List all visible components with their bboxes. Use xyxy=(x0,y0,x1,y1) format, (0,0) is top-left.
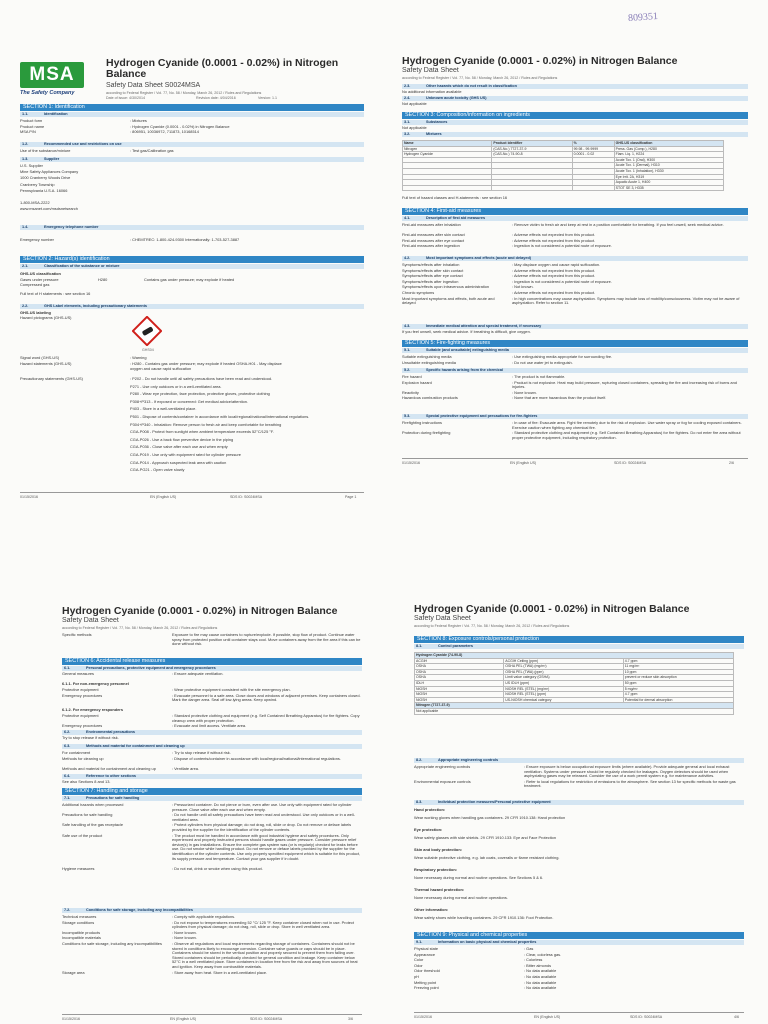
subsection-4-3: 4.3. Immediate medical attention and special treatment, if necessary xyxy=(402,324,748,329)
document-title: Hydrogen Cyanide (0.0001 - 0.02%) in Nitrogen Balance xyxy=(62,605,338,617)
version: Version: 1.1 xyxy=(258,96,277,100)
table-cell: Acute Tox. 1 (Inhalation), H330 xyxy=(614,168,723,174)
subsection-6-4: 6.4. Reference to other sections xyxy=(62,774,362,779)
subsection-1-2: 1.2. Recommended use and restrictions on use xyxy=(20,142,364,147)
footer-lang: EN (English US) xyxy=(150,495,177,499)
table-cell: ACGIH Ceiling (ppm) xyxy=(504,658,624,664)
subsection-5-1: 5.1. Suitable (and unsuitable) extinguishing media xyxy=(402,348,748,353)
document-title: Hydrogen Cyanide (0.0001 - 0.02%) in Nitrogen Balance xyxy=(414,603,690,615)
subsection-4-2: 4.2. Most important symptoms and effects (acute and delayed) xyxy=(402,256,748,261)
table-group-title: Nitrogen (7727-37-9) xyxy=(415,703,734,709)
footer-page: 2/6 xyxy=(729,461,734,465)
table-cell xyxy=(403,185,492,191)
table-cell: 5 mg/m³ xyxy=(623,686,733,692)
table-cell: 99.98 - 99.9999 xyxy=(572,146,614,152)
subsection-9-1: 9.1. Information on basic physical and chemical properties xyxy=(414,940,744,945)
section-2-header: SECTION 2: Hazard(s) identification xyxy=(20,256,364,263)
subsection-2-2: 2.2. GHS Label elements, including precautionary statements xyxy=(20,304,364,309)
table-cell: Not applicable xyxy=(415,708,734,714)
table-cell: OSHA xyxy=(415,669,504,675)
section-5-header: SECTION 5: Fire-fighting measures xyxy=(402,340,748,347)
footer-lang: EN (English US) xyxy=(510,461,537,465)
table-cell: Limit value category (OSHA) xyxy=(504,675,624,681)
footer-page: 4/6 xyxy=(734,1015,739,1019)
gas-cylinder-pictogram-icon xyxy=(132,316,162,346)
table-cell: OSHA xyxy=(415,664,504,670)
section-1-header: SECTION 1: Identification xyxy=(20,104,364,111)
subsection-8-3: 8.3. Individual protection measures/Personal protective equipment xyxy=(414,800,744,805)
footer-page: 3/6 xyxy=(348,1017,353,1021)
footer-lang: EN (English US) xyxy=(534,1015,561,1019)
table-cell: US-NIOSH chemical category xyxy=(504,697,624,703)
table-cell: Acute Tox. 1 (Dermal), H310 xyxy=(614,163,723,169)
subsection-6-1: 6.1. Personal precautions, protective equipment and emergency procedures xyxy=(62,666,362,671)
ingredients-table xyxy=(402,140,724,191)
table-cell: Flam. Liq. 1, H224 xyxy=(614,152,723,158)
table-cell: Aquatic Acute 1, H400 xyxy=(614,180,723,186)
revision-date: Revision date: 4/04/2016 xyxy=(196,96,236,100)
table-header-cell: GHS-US classification xyxy=(614,141,723,147)
table-group-title: Hydrogen Cyanide (74-90-8) xyxy=(415,653,734,659)
table-cell: OSHA PEL (TWA) (ppm) xyxy=(504,669,624,675)
table-cell: NIOSH REL (STEL) (ppm) xyxy=(504,692,624,698)
footer-date: 01/15/2016 xyxy=(402,461,420,465)
hazard-statements-row: Hazard statements (GHS-US) : H280 - Contains gas under pressure; may explode if heated OSHA-H01 - May displace oxygen and cause rapid suffocation xyxy=(20,361,282,371)
subsection-3-2: 3.2. Mixtures xyxy=(402,132,748,137)
msa-logo: MSA xyxy=(20,62,84,88)
table-cell: 4.7 ppm xyxy=(623,658,733,664)
footer-sds-id: SDS ID: S0024MSA xyxy=(614,461,647,465)
issue-date: Date of issue: 4/30/2014 xyxy=(106,96,145,100)
sds-code: Safety Data Sheet S0024MSA xyxy=(106,82,201,89)
sds-page-3: Hydrogen Cyanide (0.0001 - 0.02%) in Nitrogen Balance Safety Data Sheet according to Federal Register / Vol. 77, No. 58 / Monday, March 26, 2012 / Rules and Regulations Specific methods Exposure to fire may cause containers to rupture/explode. If possible, stop flow of product. Continue water spray from protected position until container stays cool. Move containers away from the fire area if this can be done without risk. SECTION 6: Accidental release measures 6.1. Personal precautions, protective equipment and emergency procedures General measures : Ensure adequate ventilation. 6.1.1. For non-emergency personnel Protective equipment : Wear protective equipment consistent with the site emergency plan. Emergency procedures : Evacuate personnel to a safe area. Close doors and windows of adjacent premises. Keep containers closed. Mark the danger area. Seal off low-lying areas. Keep upwind. 6.1.2. For emergency responders Protective equipment : Standard protective clothing and equipment (e.g. Self Contained Breathing Apparatus) for fire fighters. Copy cleanup crew with proper protection. Emergency procedures : Evacuate and limit access. Ventilate area. 6.2. Environmental precautions Try to stop release if without risk. 6.3. Methods and material for containment and cleaning up For containment : Try to stop release if without risk. Methods for cleaning up : Dispose of contents/container in accordance with local/regional/national/international regulations. Methods and material for containment and cleaning up : Ventilate area. 6.4. Reference to other sections See also Sections 8 and 13. SECTION 7: Handling and storage 7.1. Precautions for safe handling Additional hazards when processed : Pressurized container. Do not pierce or burn, even after use. Use only with equipment rated for cylinder pressure. Close valve after each use and when empty. Precautions for safe handling : Do not handle until all safety precautions have been read and understood. Use only outdoors or in a well-ventilated area. Safe handling of the gas receptacle : Protect cylinders from physical damage; do not drag, roll, slide or drop. Do not remove or deface labels provided by the supplier for the identification of the cylinder contents. Safe use of the product : The product must be handled in accordance with good industrial hygiene and safety procedures. Only experienced and properly instructed persons should handle gases under pressure. Consider pressure relief device(s) in gas installations. Ensure the complete gas system was (or is regularly) checked for leaks before use. Do not smoke while handling product. Do not remove or deface labels provided by the supplier for the identification of the cylinder contents. Use only properly specified equipment which is suitable for this product, its supply pressure and temperature. Contact your gas supplier if in doubt. Hygiene measures : Do not eat, drink or smoke when using this product. 7.2. Conditions for safe storage, including any incompatibilities Technical measures : Comply with applicable regulations. Storage conditions : Do not expose to temperatures exceeding 52 °C/ 125 °F. Keep container closed when not in use. Protect cylinders from physical damage; do not drag, roll, slide or drop. Store in well ventilated area. Incompatible products : None known. Incompatible materials : None known. Conditions for safe storage, including any incompatibilities : Observe all regulations and local requirements regarding storage of containers. Containers should not be stored in conditions likely to encourage corrosion. Container valve guards or caps should be in place. Containers should be stored in the vertical position and properly secured to prevent them from falling over. Stored containers should be periodically checked for general condition and leakage. Keep container below 52°C in a well ventilated place. Store containers in location free from fire risk and away from sources of heat and ignition. Keep away from combustible materials. Storage area : Store away from heat. Store in a well-ventilated place. 01/15/2016 EN (English US) SDS ID: S0024MSA 3/6 xyxy=(0,512,384,1024)
pictogram-code: GHS04 xyxy=(142,348,154,352)
section-8-header: SECTION 8: Exposure controls/personal protection xyxy=(414,636,744,643)
table-cell: NIOSH xyxy=(415,692,504,698)
table-cell: prevent or reduce skin absorption xyxy=(623,675,733,681)
subsection-5-3: 5.3. Special protective equipment and precautions for fire-fighters xyxy=(402,414,748,419)
table-header-cell: Product identifier xyxy=(492,141,572,147)
subsection-8-2: 8.2. Appropriate engineering controls xyxy=(414,758,744,763)
sds-page-1: MSA The Safety Company Hydrogen Cyanide (0.0001 - 0.02%) in Nitrogen Balance Safety Data Sheet S0024MSA according to Federal Register / Vol. 77, No. 58 / Monday, March 26, 2012 / Rules and Regulations Date of issue: 4/30/2014 Revision date: 4/04/2016 Version: 1.1 SECTION 1: Identification 1.1. Identification Product form : Mixtures Product name : Hydrogen Cyanide (0.0001 - 0.02%) in Nitrogen Balance MSA P/N : 806951, 10036972, 711873, 10168514 1.2. Recommended use and restrictions on use Use of the substance/mixture : Test gas/Calibration gas 1.3. Supplier U.S. Supplier Mine Safety Appliances Company 1000 Cranberry Woods Drive Cranberry Township Pennsylvania U.S.A. 16066 1-800-MSA-2222 www.msanet.com/msdsnetsearch 1.4. Emergency telephone number Emergency number : CHEMTREC: 1-800-424-9300 Internationally: 1-703-527-3887 SECTION 2: Hazard(s) identification 2.1. Classification of the substance or mixture GHS-US classification Gases under pressure H280 Contains gas under pressure; may explode if heated Compressed gas Full text of H statements : see section 16 2.2. GHS Label elements, including precautionary statements GHS-US labeling Hazard pictograms (GHS-US) GHS04 Signal word (GHS-US) : Warning Hazard statements (GHS-US) : H280 - Contains gas under pressure; may explode if heated OSHA-H01 - May displace oxygen and cause rapid suffocation Precautionary statements (GHS-US) : P202 - Do not handle until all safety precautions have been read and understood. P271 - Use only outdoors or in a well-ventilated area. P280 - Wear eye protection, face protection, protective gloves, protective clothing P308+P313 - If exposed or concerned: Get medical advice/attention. P403 - Store in a well-ventilated place. P501 - Dispose of contents/container in accordance with local/regional/national/international regulations. P304+P340 - Inhalation: Remove person to fresh air and keep comfortable for breathing CGA-P008 - Protect from sunlight when ambient temperature exceeds 52°C/125 °F. CGA-P026 - Use a back flow preventive device in the piping CGA-P036 - Close valve after each use and when empty CGA-P019 - Use only with equipment rated for cylinder pressure CGA-P014 - Approach suspected leak area with caution CGA-PG21 - Open valve slowly 01/15/2016 EN (English US) SDS ID: S0024MSA Page 1 xyxy=(0,0,384,512)
subsection-2-3: 2.3. Other hazards which do not result in classification xyxy=(402,84,748,89)
footer-page: Page 1 xyxy=(345,495,357,499)
subsection-4-1: 4.1. Description of first aid measures xyxy=(402,216,748,221)
table-cell: Eye Irrit. 2A, H319 xyxy=(614,174,723,180)
footer-date: 01/15/2016 xyxy=(20,495,38,499)
table-header-cell: Name xyxy=(403,141,492,147)
subsection-1-1: 1.1. Identification xyxy=(20,112,364,117)
footer-date: 01/15/2016 xyxy=(414,1015,432,1019)
exposure-limits-table xyxy=(414,652,734,715)
table-cell: NIOSH xyxy=(415,686,504,692)
document-subtitle: Safety Data Sheet xyxy=(414,615,471,622)
footer-lang: EN (English US) xyxy=(170,1017,197,1021)
sds-page-4: Hydrogen Cyanide (0.0001 - 0.02%) in Nitrogen Balance Safety Data Sheet according to Federal Register / Vol. 77, No. 58 / Monday, March 26, 2012 / Rules and Regulations SECTION 8: Exposure controls/personal protection 8.1. Control parameters Hydrogen Cyanide (74-90-8) ACGIH ACGIH Ceiling (ppm) 4.7 ppm OSHA OSHA PEL (TWA) (mg/m³) 11 mg/m³ OSHA OSHA PEL (TWA) (ppm) 10 ppm OSHA Limit value category (OSHA) prevent or reduce skin absorption IDLH US IDLH (ppm) 50 ppm NIOSH NIOSH REL (STEL) (mg/m³) 5 mg/m³ NIOSH NIOSH REL (STEL) (ppm) 4.7 ppm NIOSH US-NIOSH chemical category Potential for dermal absorption Nitrogen (7727-37-9) Not applicable 8.2. Appropriate engineering controls Appropriate engineering controls : Ensure exposure is below occupational exposure limits (where available). Provide adequate general and local exhaust ventilation. Systems under pressure should be regularly checked for leakages. Oxygen detectors should be used when asphyxiating gases may be released. Consider the use of a work permit system e.g. for maintenance activities. Environmental exposure controls : Refer to local regulations for restriction of emissions to the atmosphere. See section 13 for specific methods for waste gas treatment. 8.3. Individual protection measures/Personal protective equipment Hand protection: Wear working gloves when handling gas containers. 29 CFR 1910.138: Hand protection Eye protection: Wear safety glasses with side shields. 29 CFR 1910.133: Eye and Face Protection Skin and body protection: Wear suitable protective clothing, e.g. lab coats, coveralls or flame resistant clothing. Respiratory protection: None necessary during normal and routine operations. See Sections 5 & 6. Thermal hazard protection: None necessary during normal and routine operations. Other information: Wear safety shoes while handling containers. 29 CFR 1910.136: Foot Protection. SECTION 9: Physical and chemical properties 9.1. Information on basic physical and chemical properties Physical state : Gas Appearance : Clear, colorless gas. Color : Colorless Odor : Bitter almonds Odor threshold : No data available pH : No data available Melting point : No data available Freezing point : No data available 01/15/2016 EN (English US) SDS ID: S0024MSA 4/6 xyxy=(384,512,768,1024)
footer-sds-id: SDS ID: S0024MSA xyxy=(250,1017,283,1021)
table-cell: STOT SE 3, H335 xyxy=(614,185,723,191)
subsection-2-1: 2.1. Classification of the substance or mixture xyxy=(20,264,364,269)
subsection-5-2: 5.2. Specific hazards arising from the chemical xyxy=(402,368,748,373)
subsection-7-2: 7.2. Conditions for safe storage, including any incompatibilities xyxy=(62,908,362,913)
document-title: Hydrogen Cyanide (0.0001 - 0.02%) in Nitrogen Balance xyxy=(402,55,678,67)
section-3-header: SECTION 3: Composition/information on ingredients xyxy=(402,112,748,119)
regulation-line: according to Federal Register / Vol. 77, No. 58 / Monday, March 26, 2012 / Rules and Regulations xyxy=(106,91,262,95)
table-cell: Hydrogen Cyanide xyxy=(403,152,492,158)
document-subtitle: Safety Data Sheet xyxy=(62,617,119,624)
sds-page-2: 809351 Hydrogen Cyanide (0.0001 - 0.02%) in Nitrogen Balance Safety Data Sheet according to Federal Register / Vol. 77, No. 58 / Monday, March 26, 2012 / Rules and Regulations 2.3. Other hazards which do not result in classification No additional information available 2.4. Unknown acute toxicity (GHS US) Not applicable SECTION 3: Composition/information on ingredients 3.1. Substances Not applicable 3.2. Mixtures Name Product identifier % GHS-US classification Nitrogen (CAS-No.) 7727-37-9 99.98 - 99.9999 Press. Gas (Comp.), H280 Hydrogen Cyanide (CAS-No.) 74-90-8 0.0001 - 0.02 Flam. Liq. 1, H224 Acute Tox. 1 (Oral), H300 Acute Tox. 1 (Dermal), H310 Acute Tox. 1 (Inhalation), H330 Eye Irrit. 2A, H319 Aquatic Acute 1, H400 STOT SE 3, H335 Full text of hazard classes and H-statements : see section 16 SECTION 4: First-aid measures 4.1. Description of first aid measures First-aid measures after inhalation : Remove victim to fresh air and keep at rest in a position comfortable for breathing. If you feel unwell, seek medical advice. First-aid measures after skin contact : Adverse effects not expected from this product. First-aid measures after eye contact : Adverse effects not expected from this product. First-aid measures after ingestion : Ingestion is not considered a potential route of exposure. 4.2. Most important symptoms and effects (acute and delayed) Symptoms/effects after inhalation : May displace oxygen and cause rapid suffocation. Symptoms/effects after skin contact : Adverse effects not expected from this product. Symptoms/effects after eye contact : Adverse effects not expected from this product. Symptoms/effects after ingestion : Ingestion is not considered a potential route of exposure. Symptoms/effects upon intravenous administration : Not known. Chronic symptoms : Adverse effects not expected from this product. Most important symptoms and effects, both acute and delayed : In high concentrations may cause asphyxiation. Symptoms may include loss of mobility/consciousness. Victim may not be aware of asphyxiation. Refer to section 11. 4.3. Immediate medical attention and special treatment, if necessary If you feel unwell, seek medical advice. If breathing is difficult, give oxygen. SECTION 5: Fire-fighting measures 5.1. Suitable (and unsuitable) extinguishing media Suitable extinguishing media : Use extinguishing media appropriate for surrounding fire. Unsuitable extinguishing media : Do not use water jet to extinguish. 5.2. Specific hazards arising from the chemical Fire hazard : The product is not flammable. Explosion hazard : Product is not explosive. Heat may build pressure, rupturing closed containers, spreading the fire and increasing risk of burns and injuries. Reactivity : None known. Hazardous combustion products : None that are more hazardous than the product itself. 5.3. Special protective equipment and precautions for fire-fighters Firefighting instructions : In case of fire: Evacuate area. Fight fire remotely due to the risk of explosion. Use water spray or fog for cooling exposed containers. Exercise caution when fighting any chemical fire. Protection during firefighting : Standard protective clothing and equipment (e.g. Self Contained Breathing Apparatus) for fire fighters. Do not enter fire area without proper protective equipment, including respiratory protection. 01/15/2016 EN (English US) SDS ID: S0024MSA 2/6 xyxy=(384,0,768,512)
brand-tagline: The Safety Company xyxy=(20,90,75,96)
table-cell: US IDLH (ppm) xyxy=(504,680,624,686)
table-cell xyxy=(492,185,572,191)
regulation-line: according to Federal Register / Vol. 77, No. 58 / Monday, March 26, 2012 / Rules and Regulations xyxy=(414,624,570,628)
subsection-6-2: 6.2. Environmental precautions xyxy=(62,730,362,735)
subsection-8-1: 8.1. Control parameters xyxy=(414,644,744,649)
footer-sds-id: SDS ID: S0024MSA xyxy=(630,1015,663,1019)
subsection-3-1: 3.1. Substances xyxy=(402,120,748,125)
handwritten-number: 809351 xyxy=(627,10,659,25)
table-row xyxy=(403,185,724,191)
table-cell: Press. Gas (Comp.), H280 xyxy=(614,146,723,152)
table-cell: Potential for dermal absorption xyxy=(623,697,733,703)
document-title: Hydrogen Cyanide (0.0001 - 0.02%) in Nitrogen Balance xyxy=(106,57,339,80)
table-row xyxy=(415,708,734,714)
footer-date: 01/15/2016 xyxy=(62,1017,80,1021)
section-4-header: SECTION 4: First-aid measures xyxy=(402,208,748,215)
table-cell: 11 mg/m³ xyxy=(623,664,733,670)
table-cell: 10 ppm xyxy=(623,669,733,675)
regulation-line: according to Federal Register / Vol. 77, No. 58 / Monday, March 26, 2012 / Rules and Regulations xyxy=(62,626,218,630)
document-subtitle: Safety Data Sheet xyxy=(402,67,459,74)
table-cell: ACGIH xyxy=(415,658,504,664)
specific-methods-row: Specific methods Exposure to fire may cause containers to rupture/explode. If possible, stop flow of product. Continue water spray from protected position until container stays cool. Move containers away from the fire area if this can be done without risk. xyxy=(62,632,361,647)
subsection-6-3: 6.3. Methods and material for containment and cleaning up xyxy=(62,744,362,749)
subsection-1-3: 1.3. Supplier xyxy=(20,157,364,162)
section-9-header: SECTION 9: Physical and chemical properties xyxy=(414,932,744,939)
table-cell: Acute Tox. 1 (Oral), H300 xyxy=(614,157,723,163)
subsection-1-4: 1.4. Emergency telephone number xyxy=(20,225,364,230)
table-cell: 0.0001 - 0.02 xyxy=(572,152,614,158)
table-cell: 4.7 ppm xyxy=(623,692,733,698)
table-cell: NIOSH REL (STEL) (mg/m³) xyxy=(504,686,624,692)
subsection-2-4: 2.4. Unknown acute toxicity (GHS US) xyxy=(402,96,748,101)
table-cell: Nitrogen xyxy=(403,146,492,152)
table-cell: NIOSH xyxy=(415,697,504,703)
table-cell: OSHA PEL (TWA) (mg/m³) xyxy=(504,664,624,670)
table-cell: OSHA xyxy=(415,675,504,681)
emergency-row: Emergency number : CHEMTREC: 1-800-424-9300 Internationally: 1-703-527-3887 xyxy=(20,237,240,242)
section-7-header: SECTION 7: Handling and storage xyxy=(62,788,362,795)
table-cell: IDLH xyxy=(415,680,504,686)
section-6-header: SECTION 6: Accidental release measures xyxy=(62,658,362,665)
regulation-line: according to Federal Register / Vol. 77, No. 58 / Monday, March 26, 2012 / Rules and Regulations xyxy=(402,76,558,80)
footer-sds-id: SDS ID: S0024MSA xyxy=(230,495,263,499)
table-cell: (CAS-No.) 7727-37-9 xyxy=(492,146,572,152)
table-cell: 50 ppm xyxy=(623,680,733,686)
subsection-7-1: 7.1. Precautions for safe handling xyxy=(62,796,362,801)
table-header-cell: % xyxy=(572,141,614,147)
table-cell xyxy=(572,185,614,191)
table-cell: (CAS-No.) 74-90-8 xyxy=(492,152,572,158)
